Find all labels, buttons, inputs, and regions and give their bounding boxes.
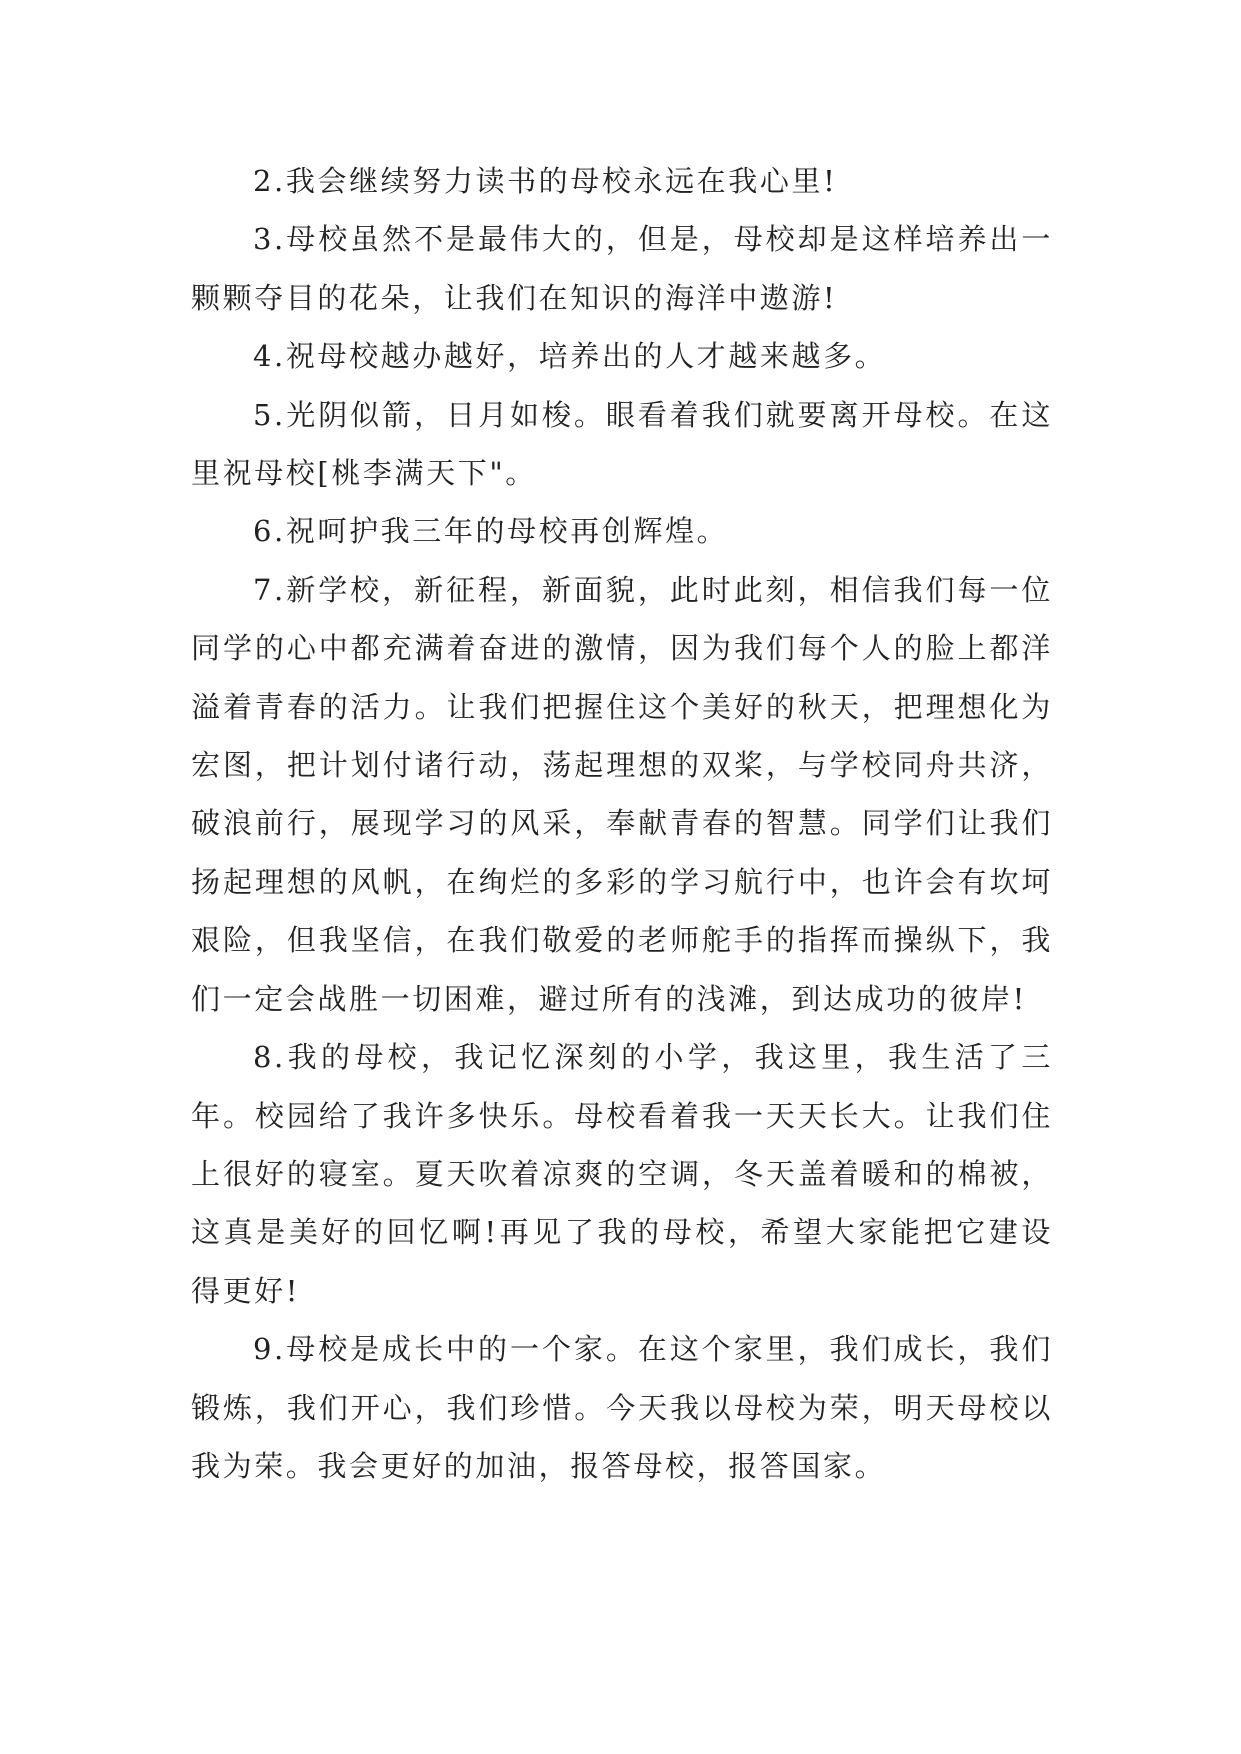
paragraph-2: 2.我会继续努力读书的母校永远在我心里! [253,164,838,198]
paragraph-9: 9.母校是成长中的一个家。在这个家里，我们成长，我们锻炼，我们开心，我们珍惜。今天我以母校为荣，明天母校以我为荣。我会更好的加油，报答母校，报答国家。 [191,1332,1053,1483]
paragraph-4: 4.祝母校越办越好，培养出的人才越来越多。 [253,339,887,374]
paragraph-3: 3.母校虽然不是最伟大的，但是，母校却是这样培养出一颗颗夺目的花朵，让我们在知识的海洋中遨游! [191,222,1053,315]
paragraph-7: 7.新学校，新征程，新面貌，此时此刻，相信我们每一位同学的心中都充满着奋进的激情，因为我们每个人的脸上都洋溢着青春的活力。让我们把握住这个美好的秋天，把理想化为宏图，把计划付诸行动，荡起理想的双桨，与学校同舟共济，破浪前行，展现学习的风采，奉献青春的智慧。同学们让我们扬起理想的风帆，在绚烂的多彩的学习航行中，也许会有坎坷艰险，但我坚信，在我们敬爱的老师舵手的指挥而操纵下，我们一定会战胜一切困难，避过所有的浅滩，到达成功的彼岸! [191,572,1053,1016]
document-body [191,152,1053,1495]
paragraph-8: 8.我的母校，我记忆深刻的小学，我这里，我生活了三年。校园给了我许多快乐。母校看着我一天天长大。让我们住上很好的寝室。夏天吹着凉爽的空调，冬天盖着暖和的棉被，这真是美好的回忆啊!再见了我的母校，希望大家能把它建设得更好! [191,1040,1053,1308]
paragraph-5: 5.光阴似箭，日月如梭。眼看着我们就要离开母校。在这里祝母校[桃李满天下"。 [191,397,1053,491]
paragraph-6: 6.祝呵护我三年的母校再创辉煌。 [253,514,729,549]
